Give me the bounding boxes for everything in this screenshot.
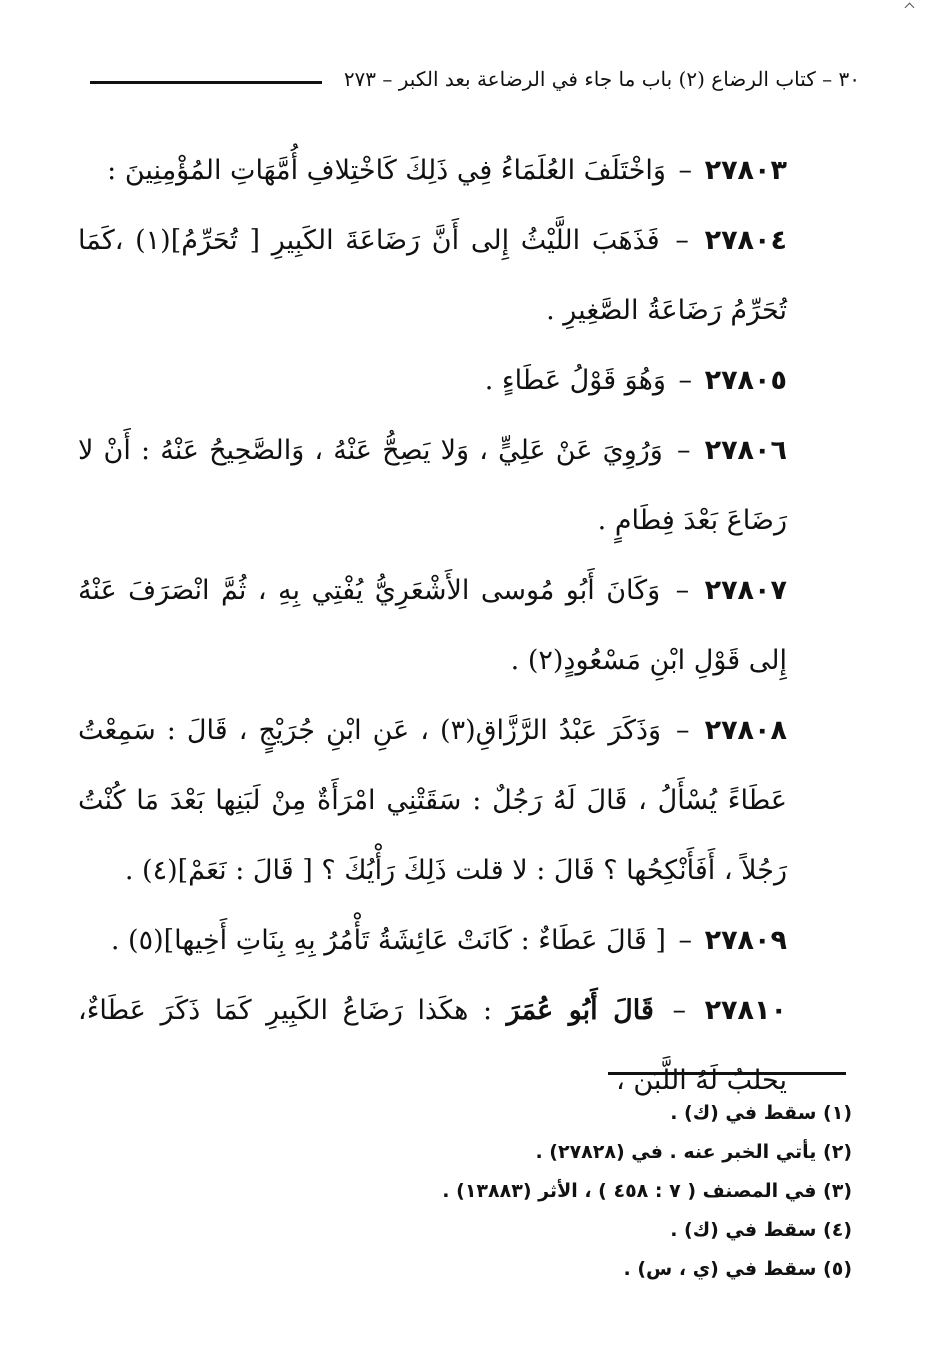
footnote: (٣) في المصنف ( ٧ : ٤٥٨ ) ، الأثر (١٣٨٨٣) . bbox=[442, 1180, 852, 1202]
paragraph-number: ٢٧٨٠٥ bbox=[704, 365, 787, 396]
paragraph: ٢٧٨٠٦ – وَرُوِيَ عَنْ عَلِيٍّ ، وَلا يَصِحُّ عَنْهُ ، وَالصَّحِيحُ عَنْهُ : أَنْ لا رَضَاعَ بَعْدَ فِطَامٍ . bbox=[78, 435, 787, 536]
running-title: ٣٠ – كتاب الرضاع (٢) باب ما جاء في الرضاعة بعد الكبر – ٢٧٣ bbox=[343, 67, 860, 91]
paragraph-number: ٢٧٨٠٤ bbox=[704, 225, 787, 256]
paragraph-number: ٢٧٨١٠ bbox=[704, 995, 787, 1026]
paragraph-number: ٢٧٨٠٨ bbox=[704, 715, 787, 746]
paragraph: ٢٧٨٠٥ – وَهُوَ قَوْلُ عَطَاءٍ . bbox=[484, 365, 787, 396]
running-header bbox=[80, 62, 860, 96]
paragraph: ٢٧٨٠٧ – وَكَانَ أَبُو مُوسى الأَشْعَرِيُّ يُفْتِي بِهِ ، ثُمَّ انْصَرَفَ عَنْهُ إِلى قَوْلِ ابْنِ مَسْعُودٍ(٢) . bbox=[78, 575, 787, 676]
footnote: (٤) سقط في (ك) . bbox=[670, 1219, 852, 1241]
paragraph-text: وَكَانَ أَبُو مُوسى الأَشْعَرِيُّ يُفْتِي بِهِ ، ثُمَّ انْصَرَفَ عَنْهُ إِلى قَوْلِ ابْنِ مَسْعُودٍ(٢) . bbox=[78, 575, 787, 676]
paragraph-lead: قَالَ أَبُو عُمَرَ bbox=[506, 995, 654, 1026]
main-text bbox=[78, 136, 853, 1116]
paragraph: ٢٧٨٠٤ – فَذَهَبَ اللَّيْثُ إِلى أَنَّ رَضَاعَةَ الكَبِيرِ [ تُحَرِّمُ](١) ،كَمَا تُحَرِّمُ رَضَاعَةُ الصَّغِيرِ . bbox=[78, 225, 787, 326]
paragraph-text: وَهُوَ قَوْلُ عَطَاءٍ . bbox=[484, 365, 666, 396]
paragraph-number: ٢٧٨٠٩ bbox=[704, 925, 787, 956]
footnote-rule bbox=[608, 1072, 846, 1075]
paragraph-number: ٢٧٨٠٧ bbox=[704, 575, 787, 606]
paragraph-text: وَاخْتَلَفَ العُلَمَاءُ فِي ذَلِكَ كَاخْتِلافِ أُمَّهَاتِ المُؤْمِنِينَ : bbox=[107, 155, 666, 186]
paragraph-text: [ قَالَ عَطَاءٌ : كَانَتْ عَائِشَةُ تَأْمُرُ بِهِ بِنَاتِ أَخِيها](٥) . bbox=[110, 925, 666, 956]
paragraph-text: فَذَهَبَ اللَّيْثُ إِلى أَنَّ رَضَاعَةَ الكَبِيرِ [ تُحَرِّمُ](١) ،كَمَا تُحَرِّمُ رَضَاعَةُ الصَّغِيرِ . bbox=[78, 225, 787, 326]
corner-mark bbox=[905, 3, 915, 13]
footnotes bbox=[200, 1094, 852, 1289]
footnote: (١) سقط في (ك) . bbox=[670, 1102, 852, 1124]
paragraph-text: وَذَكَرَ عَبْدُ الرَّزَّاقِ(٣) ، عَنِ ابْنِ جُرَيْجٍ ، قَالَ : سَمِعْتُ عَطَاءً يُسْأَلُ ، قَالَ لَهُ رَجُلٌ : سَقَتْنِي امْرَأَةٌ مِنْ لَبَنِها بَعْدَ مَا كُنْتُ رَجُلاً ، أَفَأَنْكِحُها ؟ قَالَ : لا قلت ذَلِكَ رَأْيُكَ ؟ [ قَالَ : نَعَمْ](٤) . bbox=[78, 715, 787, 886]
paragraph-number: ٢٧٨٠٦ bbox=[704, 435, 787, 466]
paragraph: ٢٧٨٠٨ – وَذَكَرَ عَبْدُ الرَّزَّاقِ(٣) ، عَنِ ابْنِ جُرَيْجٍ ، قَالَ : سَمِعْتُ عَطَاءً يُسْأَلُ ، قَالَ لَهُ رَجُلٌ : سَقَتْنِي امْرَأَةٌ مِنْ لَبَنِها بَعْدَ مَا كُنْتُ رَجُلاً ، أَفَأَنْكِحُها ؟ قَالَ : لا قلت ذَلِكَ رَأْيُكَ ؟ [ قَالَ : نَعَمْ](٤) . bbox=[78, 715, 787, 886]
paragraph-text: وَرُوِيَ عَنْ عَلِيٍّ ، وَلا يَصِحُّ عَنْهُ ، وَالصَّحِيحُ عَنْهُ : أَنْ لا رَضَاعَ بَعْدَ فِطَامٍ . bbox=[78, 435, 787, 536]
footnote: (٢) يأتي الخبر عنه . في (٢٧٨٢٨) . bbox=[535, 1141, 852, 1163]
paragraph: ٢٧٨١٠ – قَالَ أَبُو عُمَرَ : هكَذا رَضَاعُ الكَبِيرِ كَمَا ذَكَرَ عَطَاءٌ، يحلبُ لَهُ اللَّبَن ، bbox=[78, 995, 787, 1096]
header-rule bbox=[90, 81, 322, 84]
paragraph: ٢٧٨٠٣ – وَاخْتَلَفَ العُلَمَاءُ فِي ذَلِكَ كَاخْتِلافِ أُمَّهَاتِ المُؤْمِنِينَ : bbox=[107, 155, 787, 186]
paragraph-number: ٢٧٨٠٣ bbox=[704, 155, 787, 186]
footnote: (٥) سقط في (ي ، س) . bbox=[623, 1258, 852, 1280]
paragraph-text: : هكَذا رَضَاعُ الكَبِيرِ كَمَا ذَكَرَ عَطَاءٌ، يحلبُ لَهُ اللَّبَن ، bbox=[78, 995, 787, 1096]
paragraph: ٢٧٨٠٩ – [ قَالَ عَطَاءٌ : كَانَتْ عَائِشَةُ تَأْمُرُ بِهِ بِنَاتِ أَخِيها](٥) . bbox=[110, 925, 787, 956]
